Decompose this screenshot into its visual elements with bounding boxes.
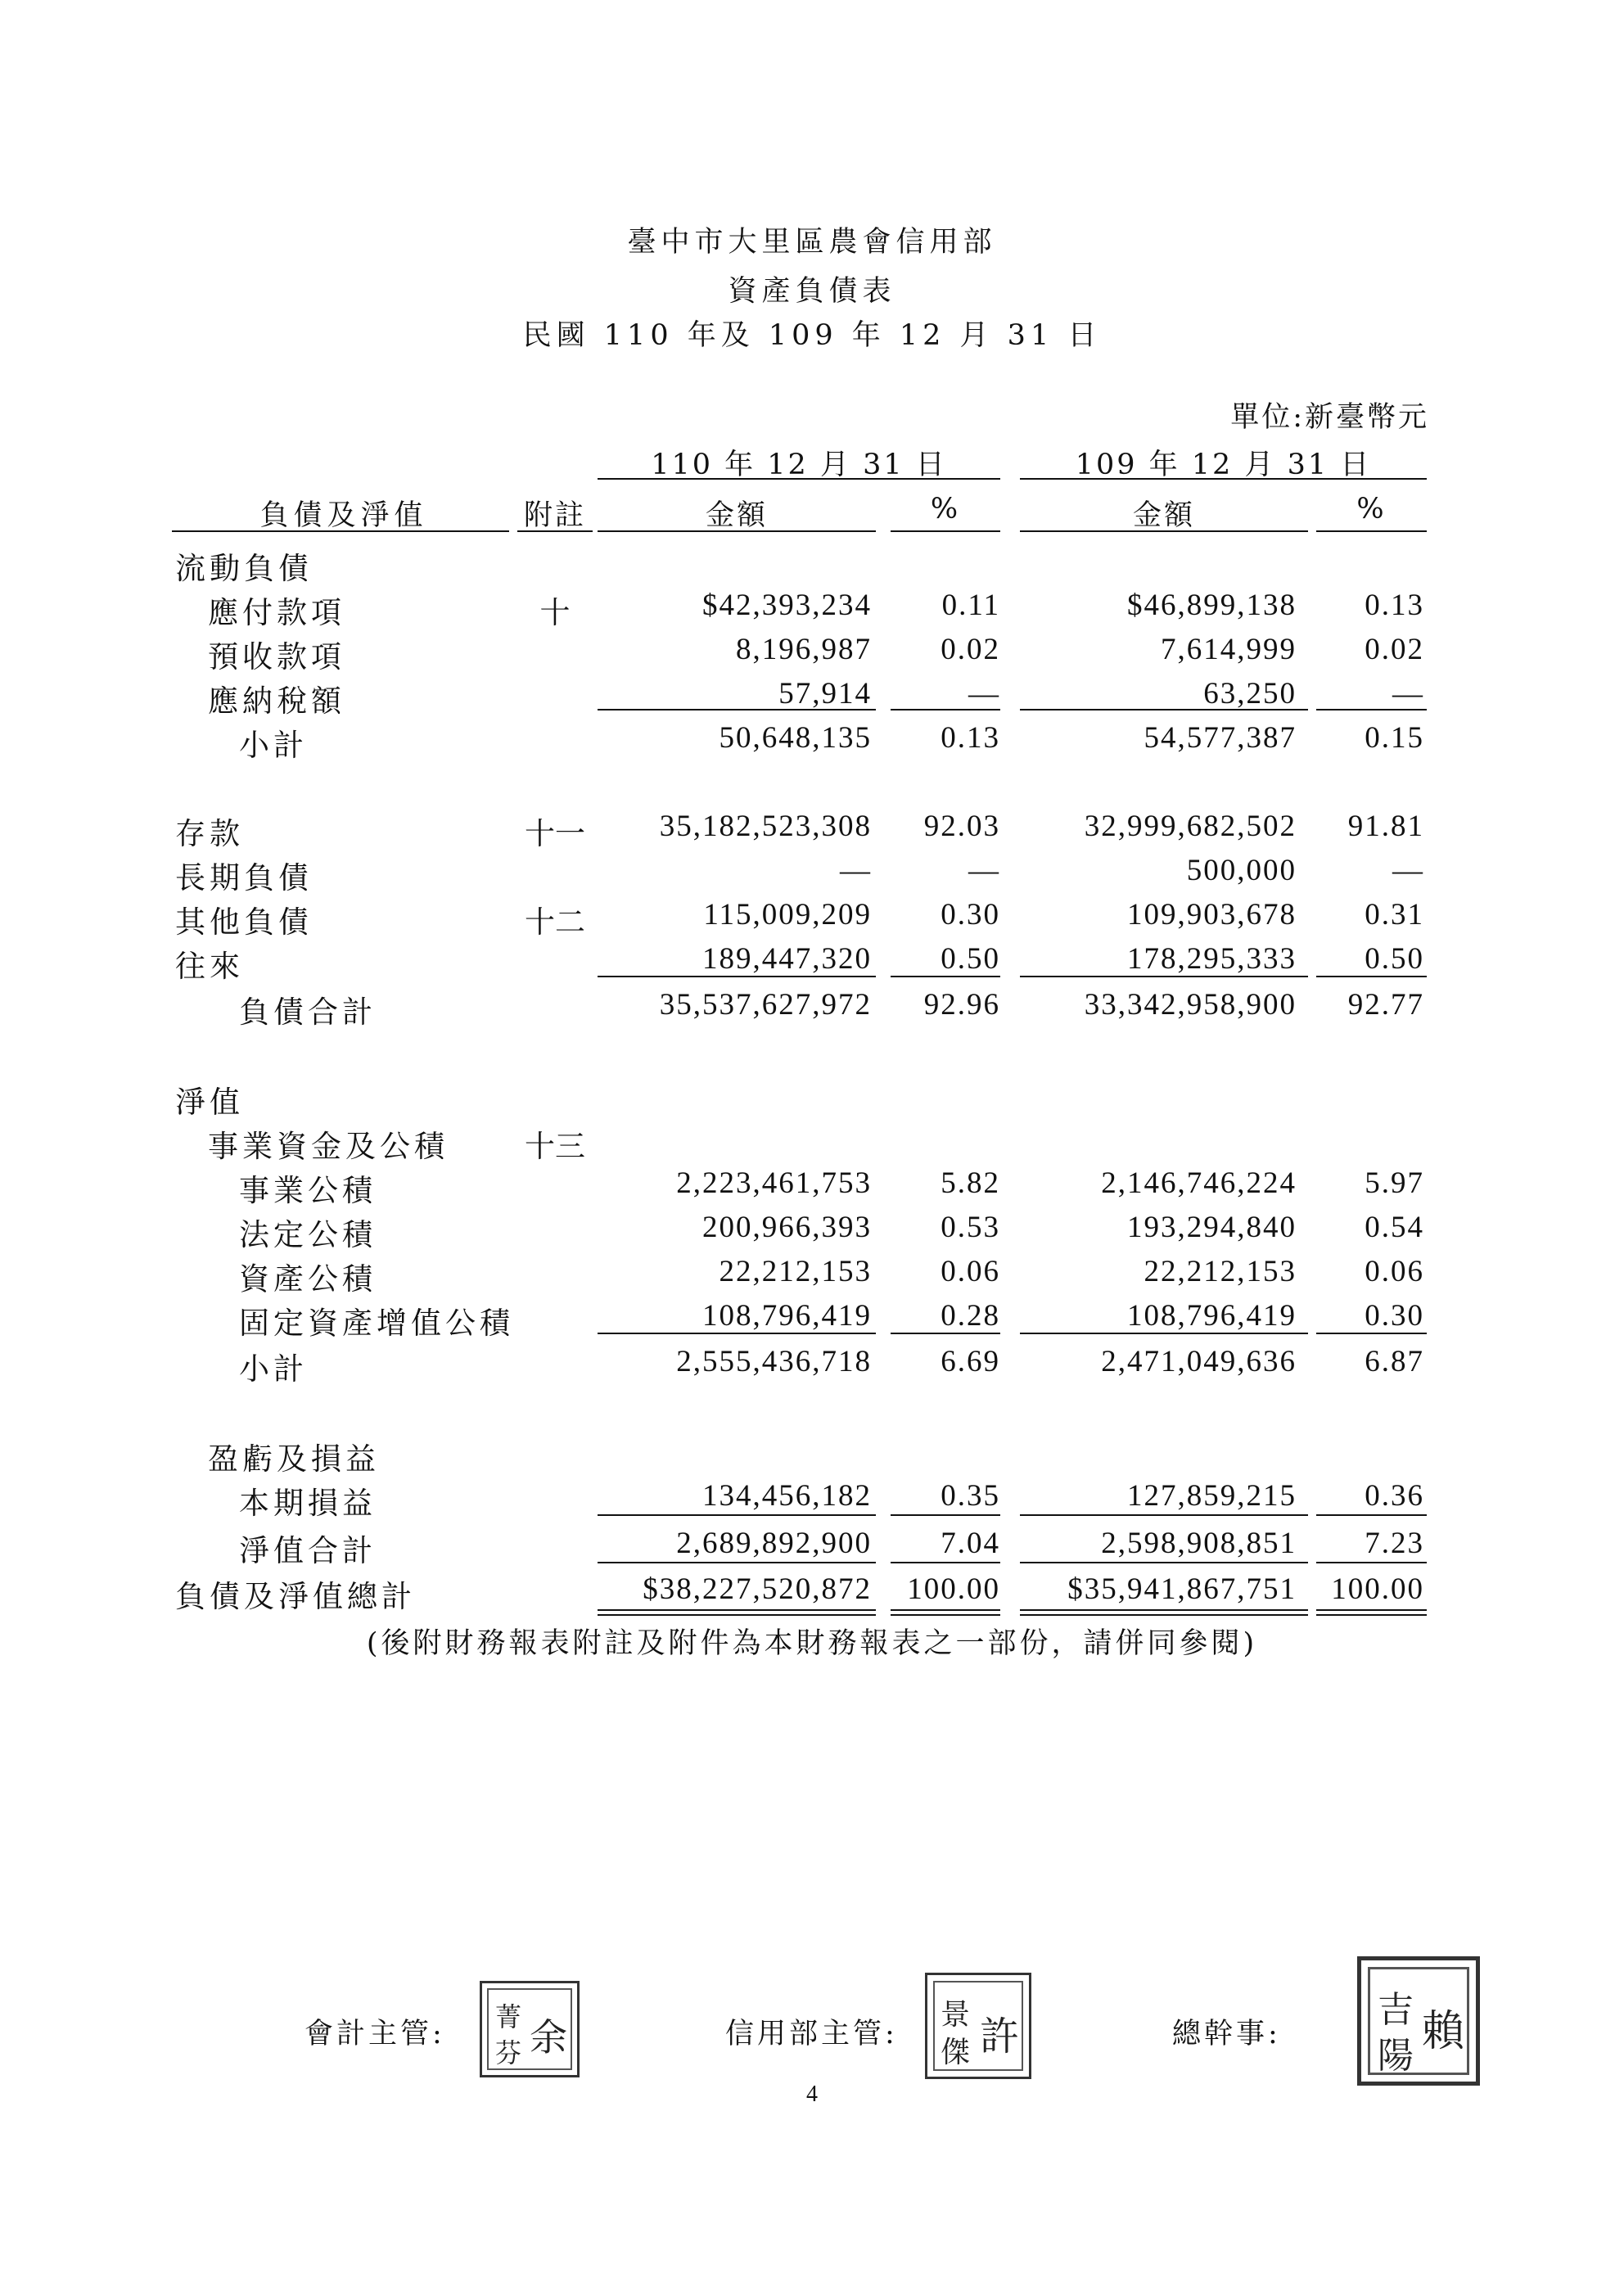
percent-109: 6.87 [1365,1345,1424,1378]
row-note: 十 [539,595,571,630]
total-rule [1316,976,1427,977]
row-label: 存款 [175,816,244,851]
row-note: 十一 [525,816,585,851]
percent-109: 0.15 [1365,721,1424,755]
subtotal-rule [1020,1514,1308,1516]
amount-109: 2,146,746,224 [1101,1166,1297,1200]
percent-110: 0.50 [941,942,1000,976]
row-label: 資產公積 [239,1261,377,1297]
table-row [0,1434,1624,1477]
amount-110: 115,009,209 [703,898,872,931]
percent-110: 5.82 [941,1166,1000,1200]
row-label: 應付款項 [208,595,345,630]
row-label: 預收款項 [208,639,345,674]
label-header-rule [172,530,509,532]
percent-109: — [1392,677,1424,710]
amount-110: 57,914 [778,677,872,710]
amount-109: 2,471,049,636 [1101,1345,1297,1378]
row-label: 長期負債 [175,860,313,895]
subtotal-rule [1020,1333,1308,1334]
total-rule [598,976,876,977]
amount-109: 63,250 [1203,677,1297,710]
percent-110: — [968,854,1000,887]
col2-date-header: 109 年 12 月 31 日 [1075,449,1372,481]
credit-supervisor-seal: 景 傑 許 [925,1973,1031,2079]
amount-109: $46,899,138 [1127,589,1297,622]
col2-amount-rule [1020,530,1308,532]
total-rule [891,1562,1000,1563]
subtotal-rule [598,1333,876,1334]
percent-109: 0.02 [1365,633,1424,666]
table-row [0,1166,1624,1208]
table-row [0,1344,1624,1387]
subtotal-rule [1316,709,1427,710]
total-rule [1020,976,1308,977]
row-label: 小計 [239,728,308,763]
amount-110: 134,456,182 [702,1479,872,1513]
general-manager-seal: 吉 陽 賴 [1357,1956,1480,2086]
report-period: 民國 110 年及 109 年 12 月 31 日 [522,319,1102,352]
percent-110: 7.04 [941,1527,1000,1560]
percent-110: 0.13 [941,721,1000,755]
organization-name: 臺中市大里區農會信用部 [627,226,997,259]
accounting-supervisor-seal: 菁 芬 余 [480,1981,580,2077]
percent-109: 0.13 [1365,589,1424,622]
grand-total-double-rule [1316,1609,1427,1611]
amount-109: 178,295,333 [1127,942,1297,976]
amount-109: 54,577,387 [1144,721,1297,755]
col2-percent-rule [1316,530,1427,532]
row-label: 淨值合計 [239,1533,377,1568]
col2-amount-header: 金額 [1132,499,1195,532]
col1-amount-rule [598,530,876,532]
col2-percent-header: % [1356,493,1387,526]
col2-date-rule [1020,478,1427,480]
percent-110: 0.28 [941,1299,1000,1333]
subtotal-rule [1316,1333,1427,1334]
table-row [0,1572,1624,1614]
amount-110: 50,648,135 [719,721,872,755]
table-row [0,853,1624,895]
subtotal-rule [1020,709,1308,710]
amount-110: 108,796,419 [702,1299,872,1333]
table-row [0,588,1624,630]
row-label: 小計 [239,1351,308,1387]
amount-109: 127,859,215 [1127,1479,1297,1513]
amount-110: 2,689,892,900 [676,1527,872,1560]
col1-amount-header: 金額 [705,499,768,532]
amount-110: $38,227,520,872 [643,1572,872,1606]
col1-date-header: 110 年 12 月 31 日 [651,449,947,481]
amount-110: 22,212,153 [719,1255,872,1288]
percent-109: — [1392,854,1424,887]
table-row [0,1121,1624,1164]
total-rule [1020,1562,1308,1563]
amount-110: 2,223,461,753 [676,1166,872,1200]
subtotal-rule [598,709,876,710]
subtotal-rule [891,1333,1000,1334]
percent-109: 91.81 [1347,810,1424,843]
table-row [0,1210,1624,1252]
row-label: 固定資產增值公積 [239,1306,514,1341]
col1-percent-header: % [930,493,961,526]
amount-110: 189,447,320 [702,942,872,976]
percent-110: 100.00 [907,1572,1000,1606]
total-rule [598,1562,876,1563]
row-label: 本期損益 [239,1486,377,1521]
percent-110: 92.96 [923,988,1000,1022]
row-label: 淨值 [175,1085,244,1120]
grand-total-double-rule [891,1614,1000,1616]
page-number: 4 [806,2082,818,2107]
percent-109: 0.31 [1365,898,1424,931]
amount-109: $35,941,867,751 [1067,1572,1297,1606]
row-label: 應納稅額 [208,683,345,719]
subtotal-rule [891,1514,1000,1516]
percent-110: — [968,677,1000,710]
col1-date-rule [598,478,1000,480]
percent-110: 0.02 [941,633,1000,666]
row-label: 事業資金及公積 [208,1129,449,1164]
table-row [0,632,1624,674]
percent-109: 0.50 [1365,942,1424,976]
table-row [0,1077,1624,1120]
table-row [0,676,1624,719]
row-label: 法定公積 [239,1217,377,1252]
subtotal-rule [891,709,1000,710]
amount-110: 200,966,393 [702,1211,872,1244]
percent-109: 7.23 [1365,1527,1424,1560]
table-row [0,544,1624,586]
table-row [0,941,1624,984]
grand-total-double-rule [1020,1609,1308,1611]
table-row [0,720,1624,763]
amount-110: $42,393,234 [702,589,872,622]
percent-110: 6.69 [941,1345,1000,1378]
percent-109: 100.00 [1331,1572,1424,1606]
table-row [0,809,1624,851]
percent-110: 92.03 [923,810,1000,843]
amount-110: 35,182,523,308 [659,810,872,843]
amount-109: 109,903,678 [1127,898,1297,931]
row-label: 盈虧及損益 [208,1441,380,1477]
amount-109: 193,294,840 [1127,1211,1297,1244]
percent-110: 0.35 [941,1479,1000,1513]
grand-total-double-rule [598,1609,876,1611]
amount-109: 32,999,682,502 [1084,810,1297,843]
percent-109: 0.06 [1365,1255,1424,1288]
grand-total-double-rule [1316,1614,1427,1616]
grand-total-double-rule [1020,1614,1308,1616]
credit-supervisor-label: 信用部主管: [725,2018,898,2050]
percent-109: 0.30 [1365,1299,1424,1333]
total-rule [1316,1562,1427,1563]
note-header-rule [517,530,593,532]
amount-110: — [840,854,872,887]
total-rule [891,976,1000,977]
amount-109: 2,598,908,851 [1101,1527,1297,1560]
amount-110: 2,555,436,718 [676,1345,872,1378]
amount-110: 8,196,987 [736,633,872,666]
percent-110: 0.30 [941,898,1000,931]
percent-109: 92.77 [1347,988,1424,1022]
percent-110: 0.53 [941,1211,1000,1244]
table-row [0,987,1624,1030]
percent-109: 5.97 [1365,1166,1424,1200]
label-column-header: 負債及淨值 [259,499,428,532]
percent-109: 0.36 [1365,1479,1424,1513]
table-row [0,1298,1624,1341]
row-label: 往來 [175,949,244,984]
report-title: 資產負債表 [728,275,896,308]
amount-109: 500,000 [1186,854,1297,887]
amount-109: 7,614,999 [1161,633,1297,666]
row-label: 事業公積 [239,1173,377,1208]
row-label: 其他負債 [175,904,313,940]
percent-109: 0.54 [1365,1211,1424,1244]
subtotal-rule [598,1514,876,1516]
general-manager-label: 總幹事: [1172,2018,1281,2050]
table-row [0,897,1624,940]
currency-unit: 單位:新臺幣元 [1230,401,1429,434]
row-label: 負債合計 [239,995,377,1030]
amount-109: 33,342,958,900 [1084,988,1297,1022]
percent-110: 0.06 [941,1255,1000,1288]
amount-109: 22,212,153 [1144,1255,1297,1288]
row-label: 負債及淨值總計 [175,1579,416,1614]
note-column-header: 附註 [523,499,586,532]
percent-110: 0.11 [941,589,1000,622]
amount-110: 35,537,627,972 [659,988,872,1022]
col1-percent-rule [891,530,1000,532]
footnote: (後附財務報表附註及附件為本財務報表之一部份，請併同參閱) [366,1627,1258,1660]
grand-total-double-rule [598,1614,876,1616]
accounting-supervisor-label: 會計主管: [304,2018,445,2050]
row-label: 流動負債 [175,551,313,586]
amount-109: 108,796,419 [1127,1299,1297,1333]
grand-total-double-rule [891,1609,1000,1611]
subtotal-rule [1316,1514,1427,1516]
row-note: 十二 [525,904,585,940]
row-note: 十三 [525,1129,585,1164]
table-row [0,1254,1624,1297]
